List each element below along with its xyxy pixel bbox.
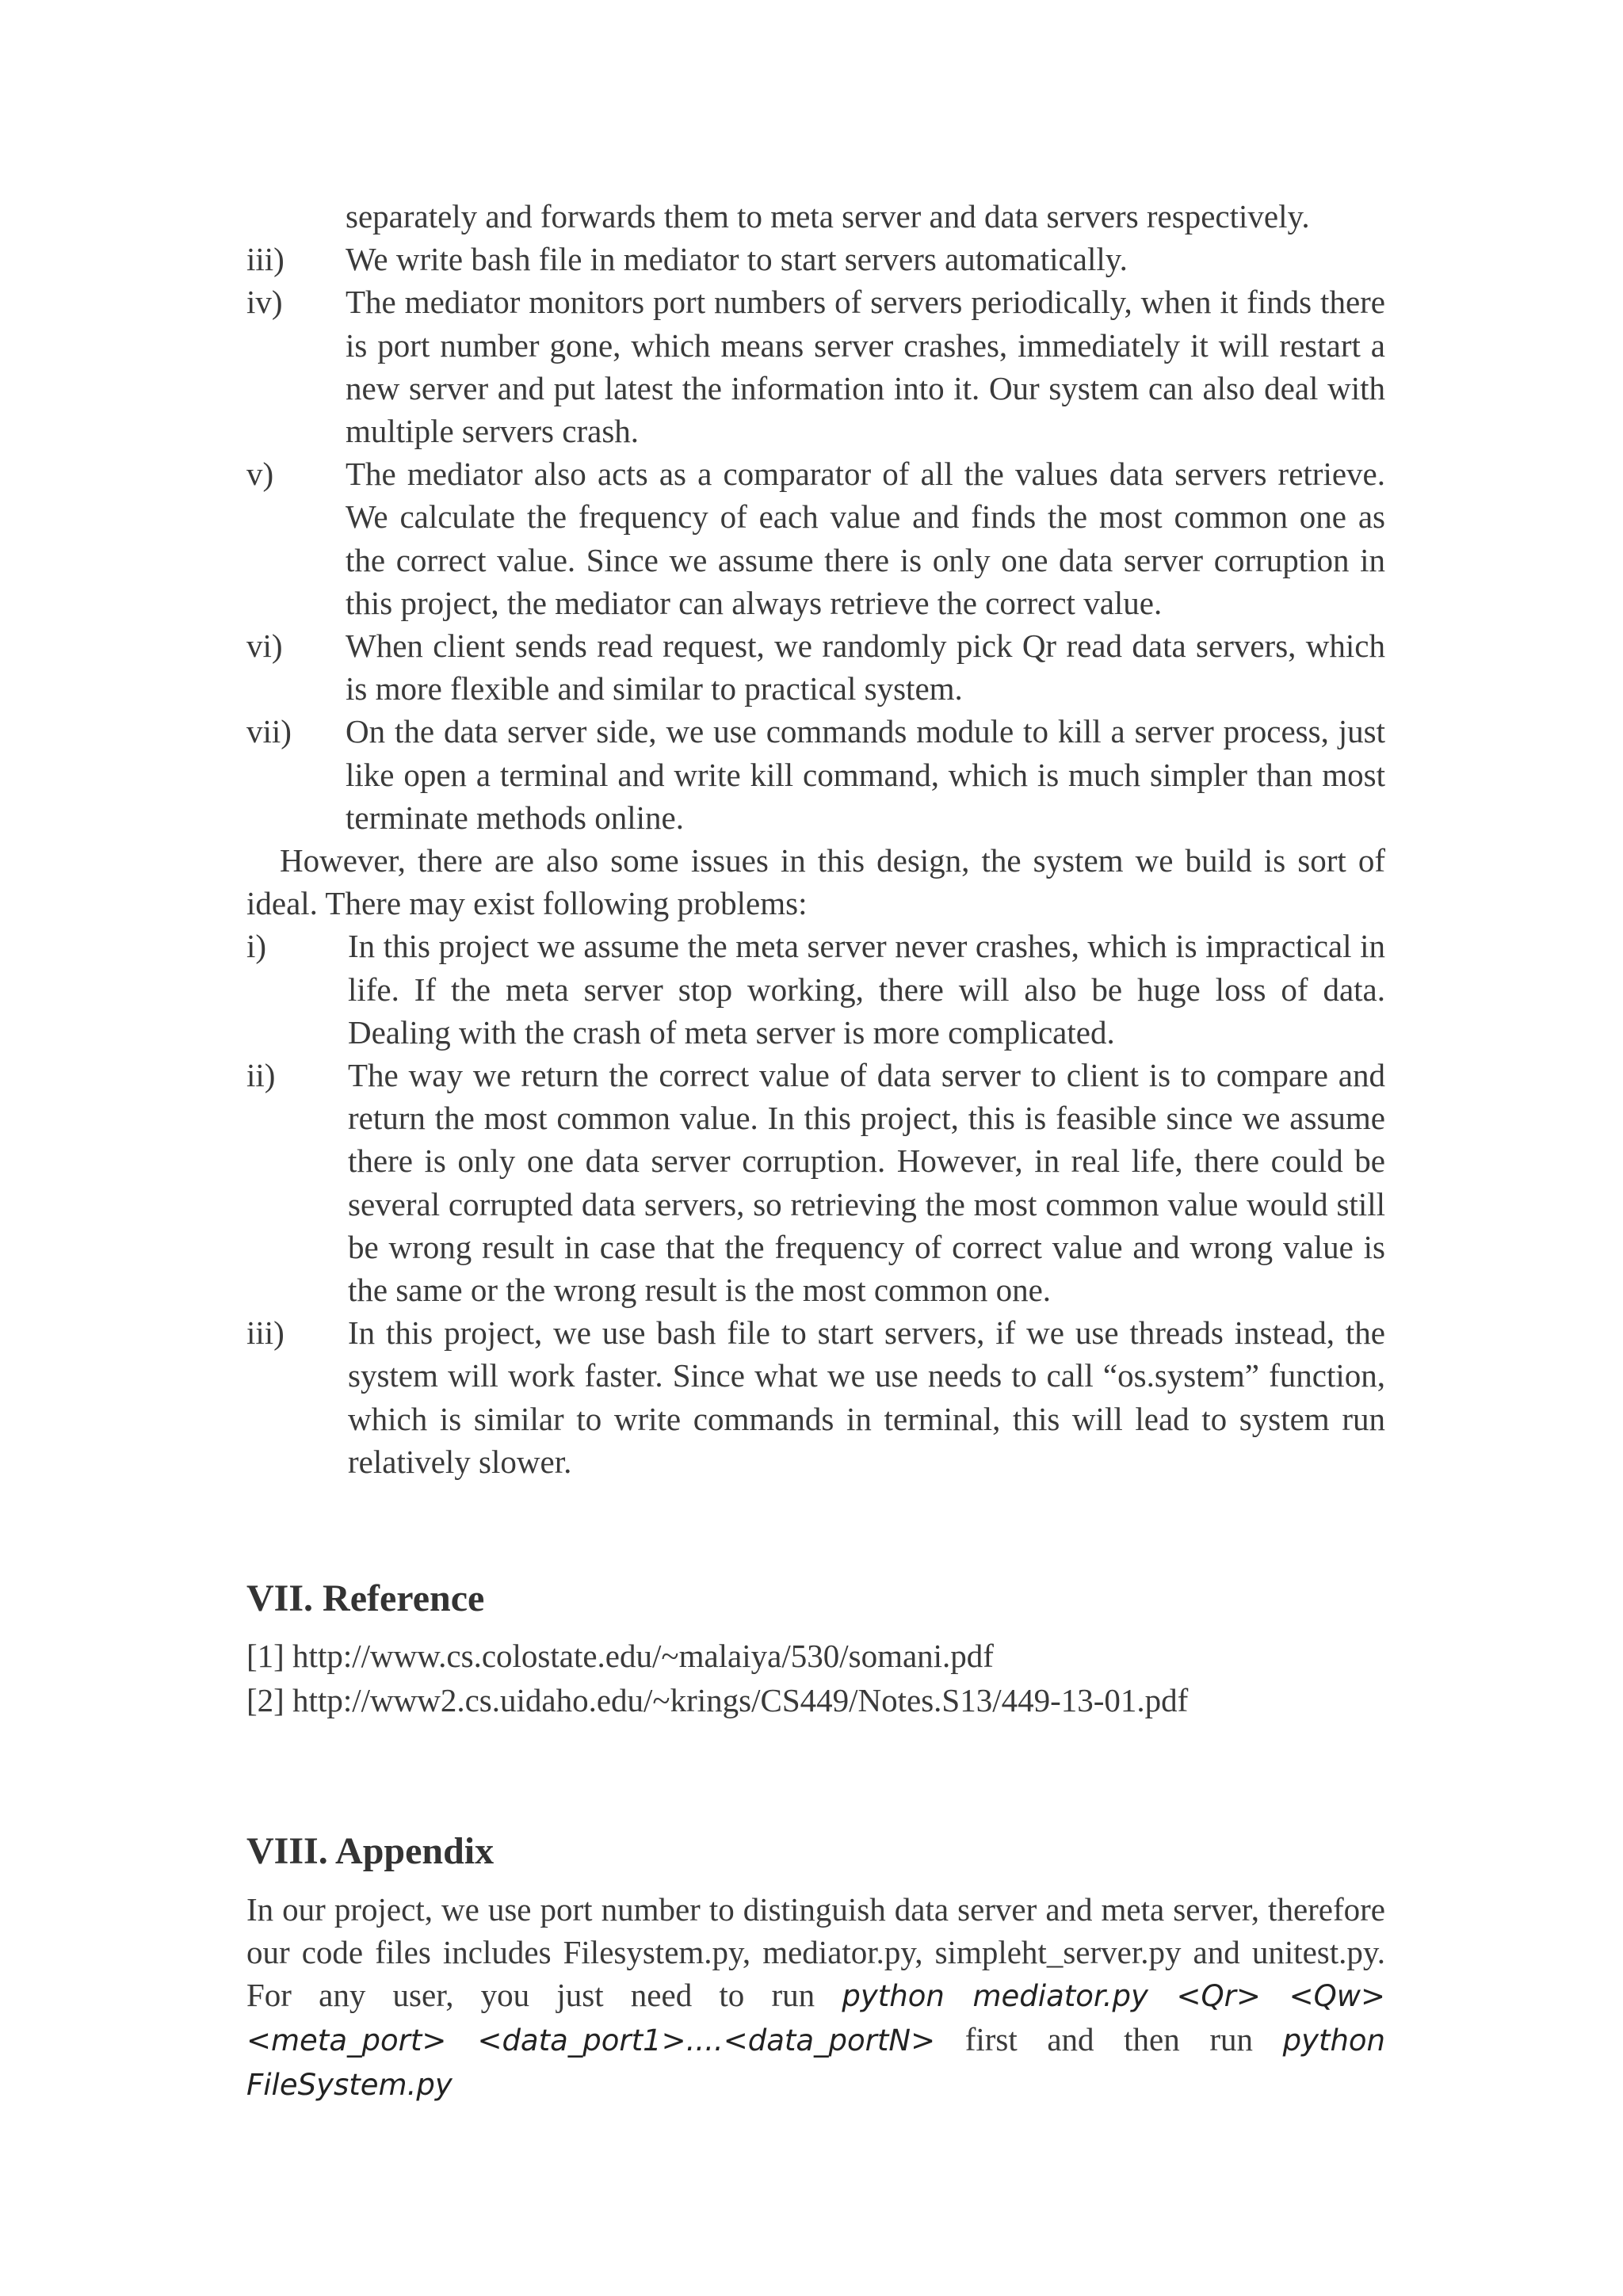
issues-intro-paragraph: However, there are also some issues in this design, the system we build is sort of ideal. There may exist following problems:	[246, 842, 1385, 922]
reference-item: [2] http://www2.cs.uidaho.edu/~krings/CS449/Notes.S13/449-13-01.pdf	[246, 1682, 1189, 1719]
list-marker: iii)	[246, 241, 285, 278]
appendix-paragraph	[246, 1888, 1385, 2107]
list-item-text: The mediator also acts as a comparator of all the values data servers retrieve. We calculate the frequency of each value and finds the most common one as the correct value. Since we assume there is only one data server corruption in this project, the mediator can always retrieve the correct value.	[346, 456, 1385, 621]
list-item	[246, 195, 1385, 238]
list-marker: v)	[246, 456, 274, 493]
page-content	[246, 195, 1385, 2107]
reference-heading: VII. Reference	[246, 1577, 485, 1620]
list-marker: vi)	[246, 627, 283, 665]
reference-item: [1] http://www.cs.colostate.edu/~malaiya/530/somani.pdf	[246, 1638, 994, 1675]
list-item-text: The way we return the correct value of data server to client is to compare and return the most common value. In this project, this is feasible since we assume there is only one data server corruption. However, in real life, there could be several corrupted data servers, so retrieving the most common value would still be wrong result in case that the frequency of correct value and wrong value is the same or the wrong result is the most common one.	[348, 1057, 1385, 1309]
list-marker: vii)	[246, 713, 292, 750]
design-features-list	[246, 195, 1385, 839]
list-item	[246, 925, 1385, 1054]
list-item-text: separately and forwards them to meta server and data servers respectively.	[346, 198, 1310, 235]
list-item-text: In this project, we use bash file to start servers, if we use threads instead, the system will work faster. Since what we use needs to call “os.system” function, which is similar to write commands in terminal, this will lead to system run relatively slower.	[348, 1314, 1385, 1480]
list-marker: iii)	[246, 1314, 285, 1352]
list-item	[246, 452, 1385, 624]
list-marker: i)	[246, 928, 267, 965]
list-item	[246, 280, 1385, 452]
list-item	[246, 238, 1385, 280]
list-item	[246, 624, 1385, 710]
list-item-text: When client sends read request, we randomly pick Qr read data servers, which is more flexible and similar to practical system.	[346, 627, 1385, 707]
list-item-text: The mediator monitors port numbers of servers periodically, when it finds there is port number gone, which means server crashes, immediately it will restart a new server and put latest the information into it. Our system can also deal with multiple servers crash.	[346, 284, 1385, 450]
list-marker: ii)	[246, 1057, 276, 1094]
list-marker: iv)	[246, 284, 283, 321]
appendix-text: In our project, we use port number to distinguish data server and meta server, therefore our code files includes Filesystem.py, mediator.py, simpleht_server.py and unitest.py. For any user, you just need to run	[246, 1891, 1385, 2014]
reference-list	[246, 1634, 1385, 1722]
list-item-text: We write bash file in mediator to start servers automatically.	[346, 241, 1128, 278]
appendix-command: python mediator.py <Qr> <Qw> <meta_port> <data_port1>....<data_portN>	[246, 1979, 1385, 2058]
appendix-text: first and then run	[935, 2021, 1283, 2058]
list-item	[246, 1311, 1385, 1483]
list-item	[246, 710, 1385, 839]
issues-list	[246, 925, 1385, 1483]
list-item	[246, 1054, 1385, 1311]
appendix-command: python FileSystem.py	[246, 2023, 1386, 2103]
list-item-text: In this project we assume the meta server never crashes, which is impractical in life. If the meta server stop working, there will also be huge loss of data. Dealing with the crash of meta server is more complicated.	[348, 928, 1385, 1051]
appendix-heading: VIII. Appendix	[246, 1830, 495, 1873]
list-item-text: On the data server side, we use commands module to kill a server process, just like open a terminal and write kill command, which is much simpler than most terminate methods online.	[346, 713, 1385, 836]
